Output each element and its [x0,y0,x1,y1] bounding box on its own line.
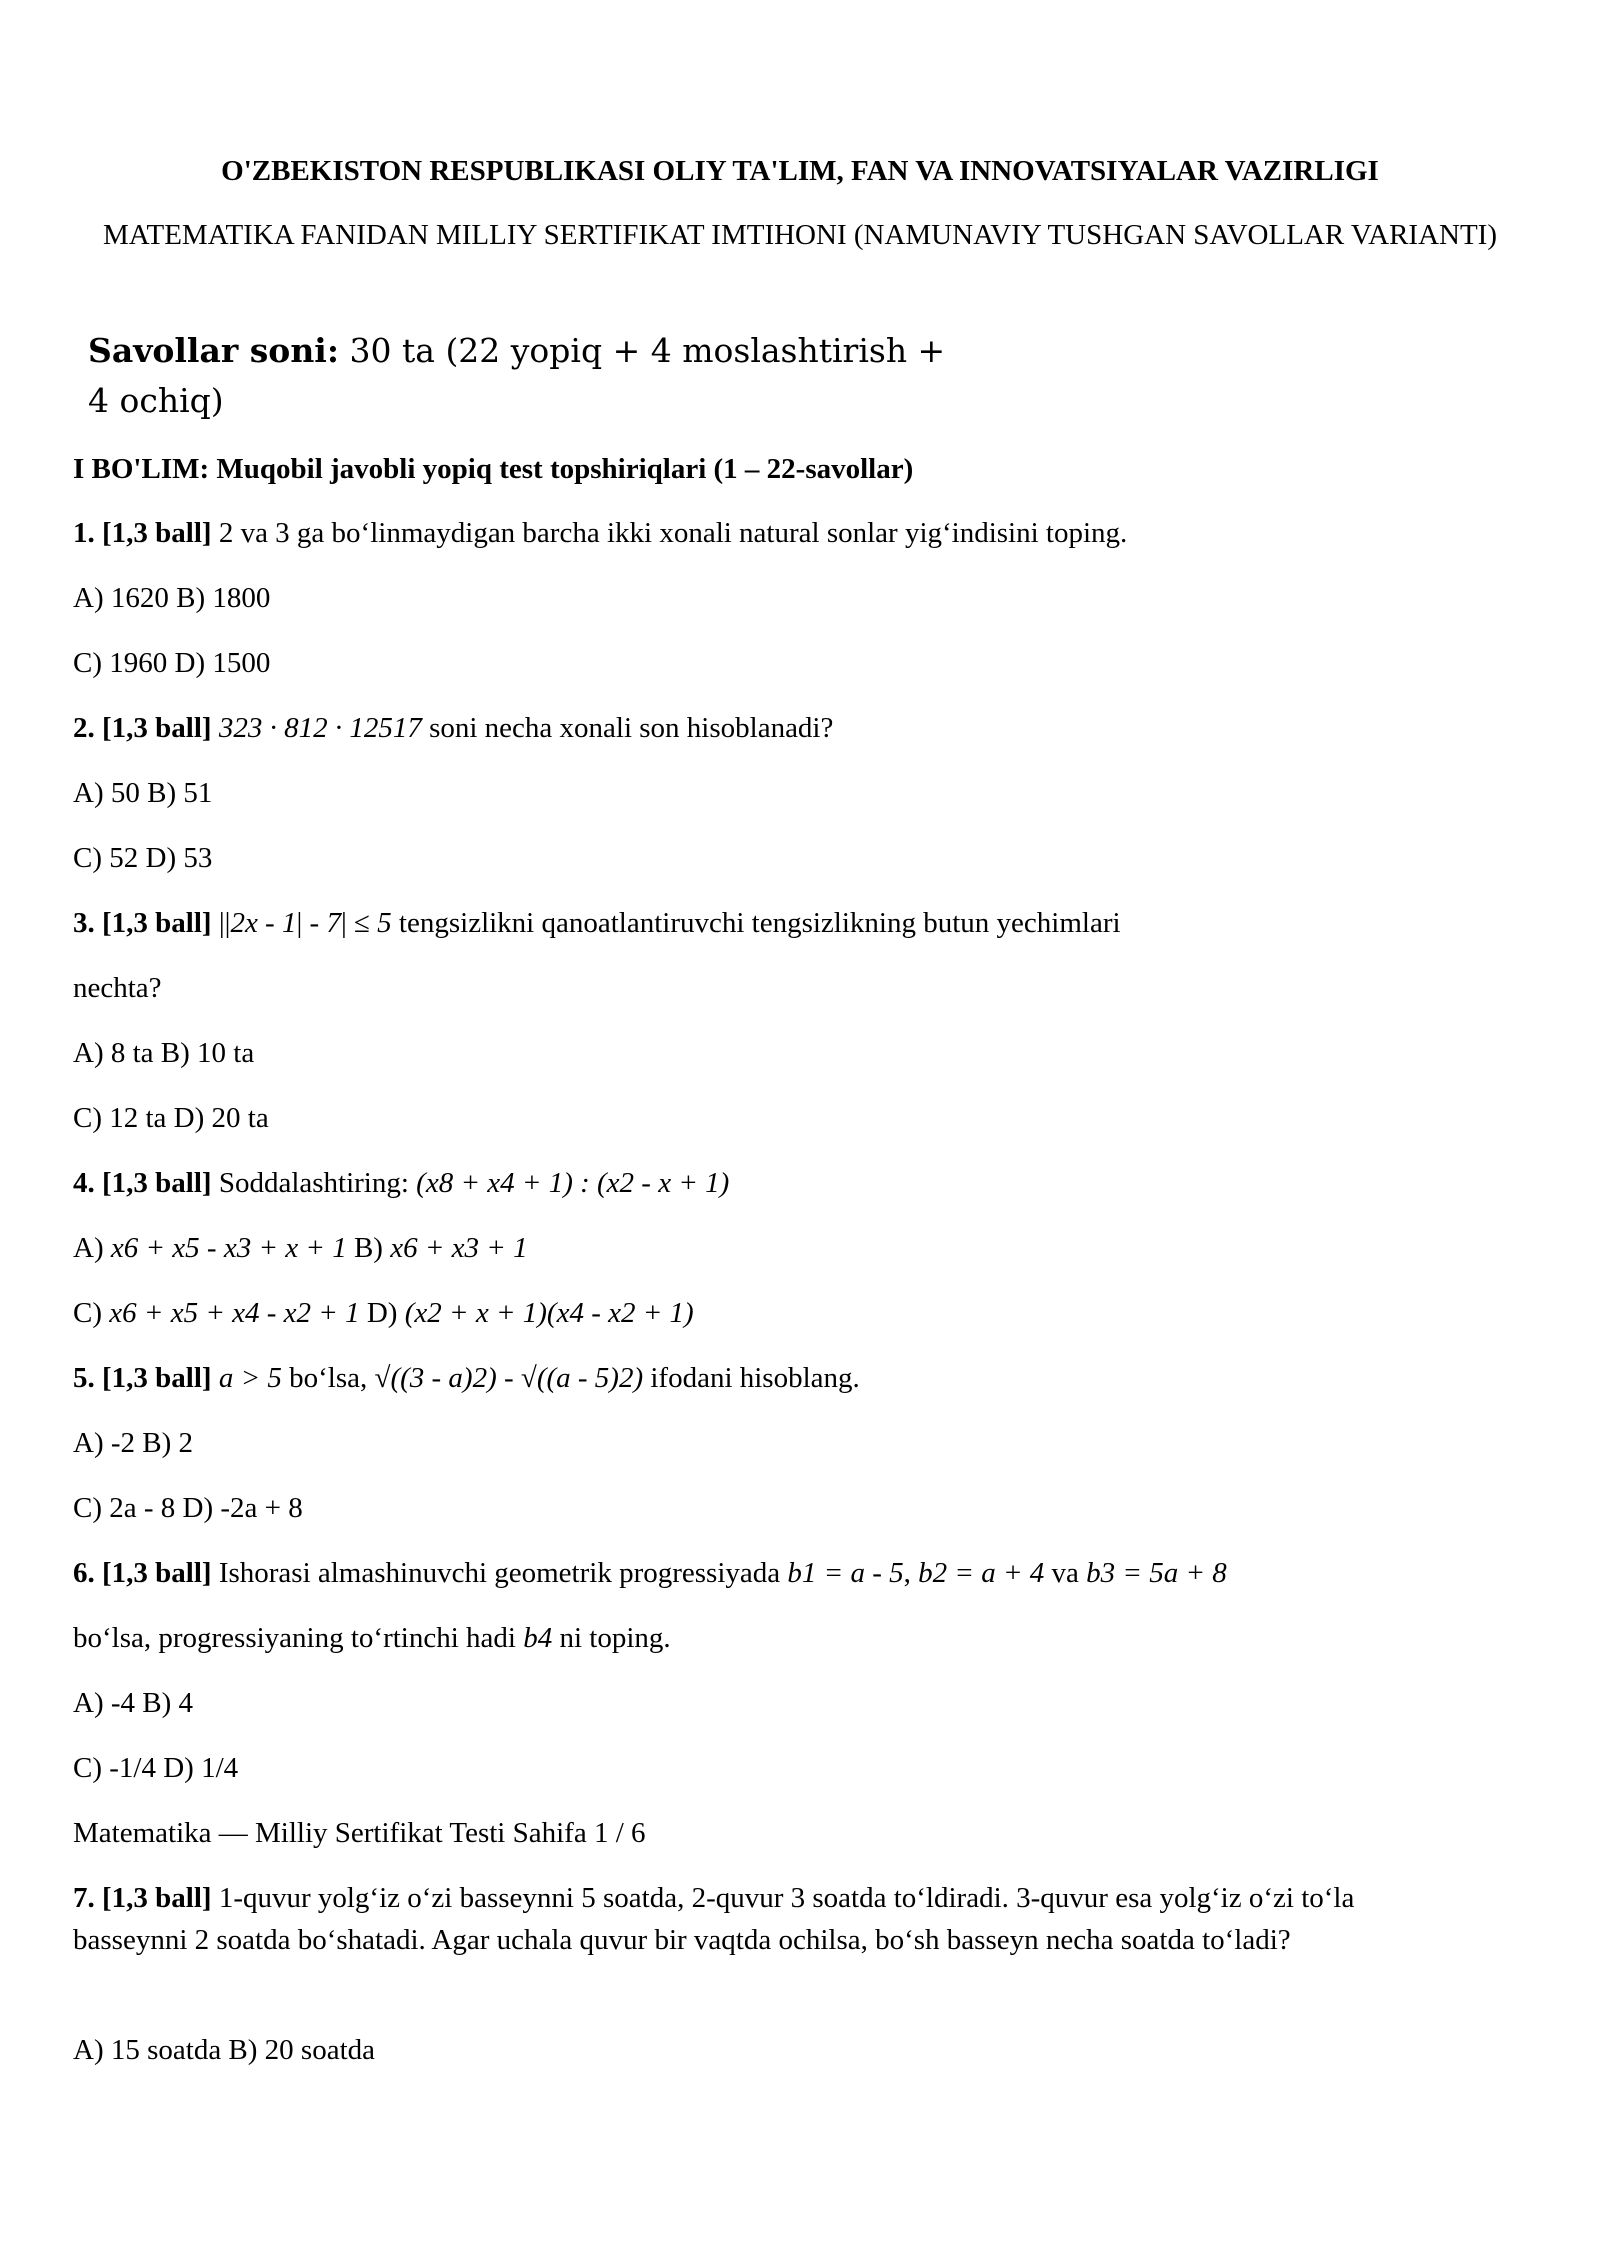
option-b-label: B) [346,1232,391,1264]
math-expression: 7 [326,907,341,939]
page-footer: Matematika — Milliy Sertifikat Testi Sahifa 1 / 6 [73,1817,646,1849]
math-expression: ((a - 5)2) [536,1362,644,1394]
math-expression: b3 = 5a + 8 [1086,1557,1227,1589]
question-number: 4. [1,3 ball] [73,1167,212,1199]
answer-options-ab: A) 50 B) 51 [73,777,213,809]
question-4 [73,1164,729,1202]
answer-options-cd: C) 2a - 8 D) -2a + 8 [73,1492,303,1524]
question-text-continued [73,1619,671,1657]
question-text-continued: nechta? [73,972,162,1004]
question-1 [73,514,1127,552]
question-text: ni toping. [552,1622,671,1654]
question-count-value: 30 ta (22 yopiq + 4 moslashtirish + 4 ochiq) [88,331,946,420]
question-text: ifodani hisoblang. [643,1362,860,1394]
question-3 [73,904,1121,942]
exam-title: MATEMATIKA FANIDAN MILLIY SERTIFIKAT IMTIHONI (NAMUNAVIY TUSHGAN SAVOLLAR VARIANTI) [102,219,1497,251]
math-symbol: | ≤ [340,907,378,939]
math-expression: b4 [523,1622,553,1654]
question-text: soni necha xonali son hisoblanadi? [421,712,834,744]
math-expression: 2x - 1 [230,907,297,939]
separator: , [903,1557,919,1589]
question-number: 3. [1,3 ball] [73,907,212,939]
math-expression: a > 5 [211,1362,282,1394]
question-text: bo‘lsa, √ [281,1362,391,1394]
question-text: va [1044,1557,1087,1589]
question-text: 1-quvur yolg‘iz o‘zi basseynni 5 soatda, 2-quvur 3 soatda to‘ldiradi. 3-quvur esa yolg‘iz o‘zi to‘la basseynni 2 soatda bo‘shatadi. Agar uchala quvur bir vaqtda ochilsa, bo‘sh basseyn necha soatda to‘ladi? [73,1882,1355,1956]
question-number: 2. [1,3 ball] [73,712,212,744]
question-text: Soddalashtiring: [211,1167,417,1199]
math-expression: (x8 + x4 + 1) : (x2 - x + 1) [416,1167,730,1199]
option-c-label: C) [73,1297,110,1329]
question-number: 1. [1,3 ball] [73,517,212,549]
question-text: tengsizlikni qanoatlantiruvchi tengsizlikning butun yechimlari [391,907,1121,939]
answer-options-ab: A) 15 soatda B) 20 soatda [73,2034,376,2066]
math-expression: b2 = a + 4 [918,1557,1045,1589]
math-symbol: || [211,907,231,939]
option-d-label: D) [359,1297,405,1329]
math-expression: ((3 - a)2) [390,1362,497,1394]
option-d-expression: (x2 + x + 1)(x4 - x2 + 1) [404,1297,694,1329]
answer-options-ab: A) 8 ta B) 10 ta [73,1037,255,1069]
answer-options-cd: C) 52 D) 53 [73,842,213,874]
answer-options-cd [73,1294,694,1332]
answer-options-cd: C) 1960 D) 1500 [73,647,271,679]
math-symbol: | - [296,907,327,939]
math-symbol: - √ [496,1362,537,1394]
math-expression: 5 [377,907,392,939]
answer-options-cd: C) -1/4 D) 1/4 [73,1752,239,1784]
question-text: Ishorasi almashinuvchi geometrik progressiyada [211,1557,788,1589]
question-count [88,326,948,426]
question-7 [73,1877,1473,1961]
section-title: I BO'LIM: Muqobil javobli yopiq test topshiriqlari (1 – 22-savollar) [73,453,914,485]
question-2 [73,709,833,747]
answer-options-ab [73,1229,528,1267]
question-text: bo‘lsa, progressiyaning to‘rtinchi hadi [73,1622,524,1654]
answer-options-ab: A) -4 B) 4 [73,1687,194,1719]
answer-options-cd: C) 12 ta D) 20 ta [73,1102,269,1134]
answer-options-ab: A) -2 B) 2 [73,1427,194,1459]
option-a-label: A) [73,1232,111,1264]
question-count-label: Savollar soni: [88,331,340,370]
question-6 [73,1554,1227,1592]
question-number: 6. [1,3 ball] [73,1557,212,1589]
math-expression: b1 = a - 5 [787,1557,904,1589]
option-b-expression: x6 + x3 + 1 [390,1232,528,1264]
option-a-expression: x6 + x5 - x3 + x + 1 [110,1232,347,1264]
answer-options-ab: A) 1620 B) 1800 [73,582,271,614]
question-text: 2 va 3 ga bo‘linmaydigan barcha ikki xonali natural sonlar yig‘indisini toping. [211,517,1128,549]
ministry-heading: O'ZBEKISTON RESPUBLIKASI OLIY TA'LIM, FAN VA INNOVATSIYALAR VAZIRLIGI [221,155,1379,187]
question-number: 7. [1,3 ball] [73,1882,212,1914]
option-c-expression: x6 + x5 + x4 - x2 + 1 [109,1297,360,1329]
question-number: 5. [1,3 ball] [73,1362,212,1394]
math-expression: 323 · 812 · 12517 [218,712,422,744]
question-5 [73,1359,860,1397]
